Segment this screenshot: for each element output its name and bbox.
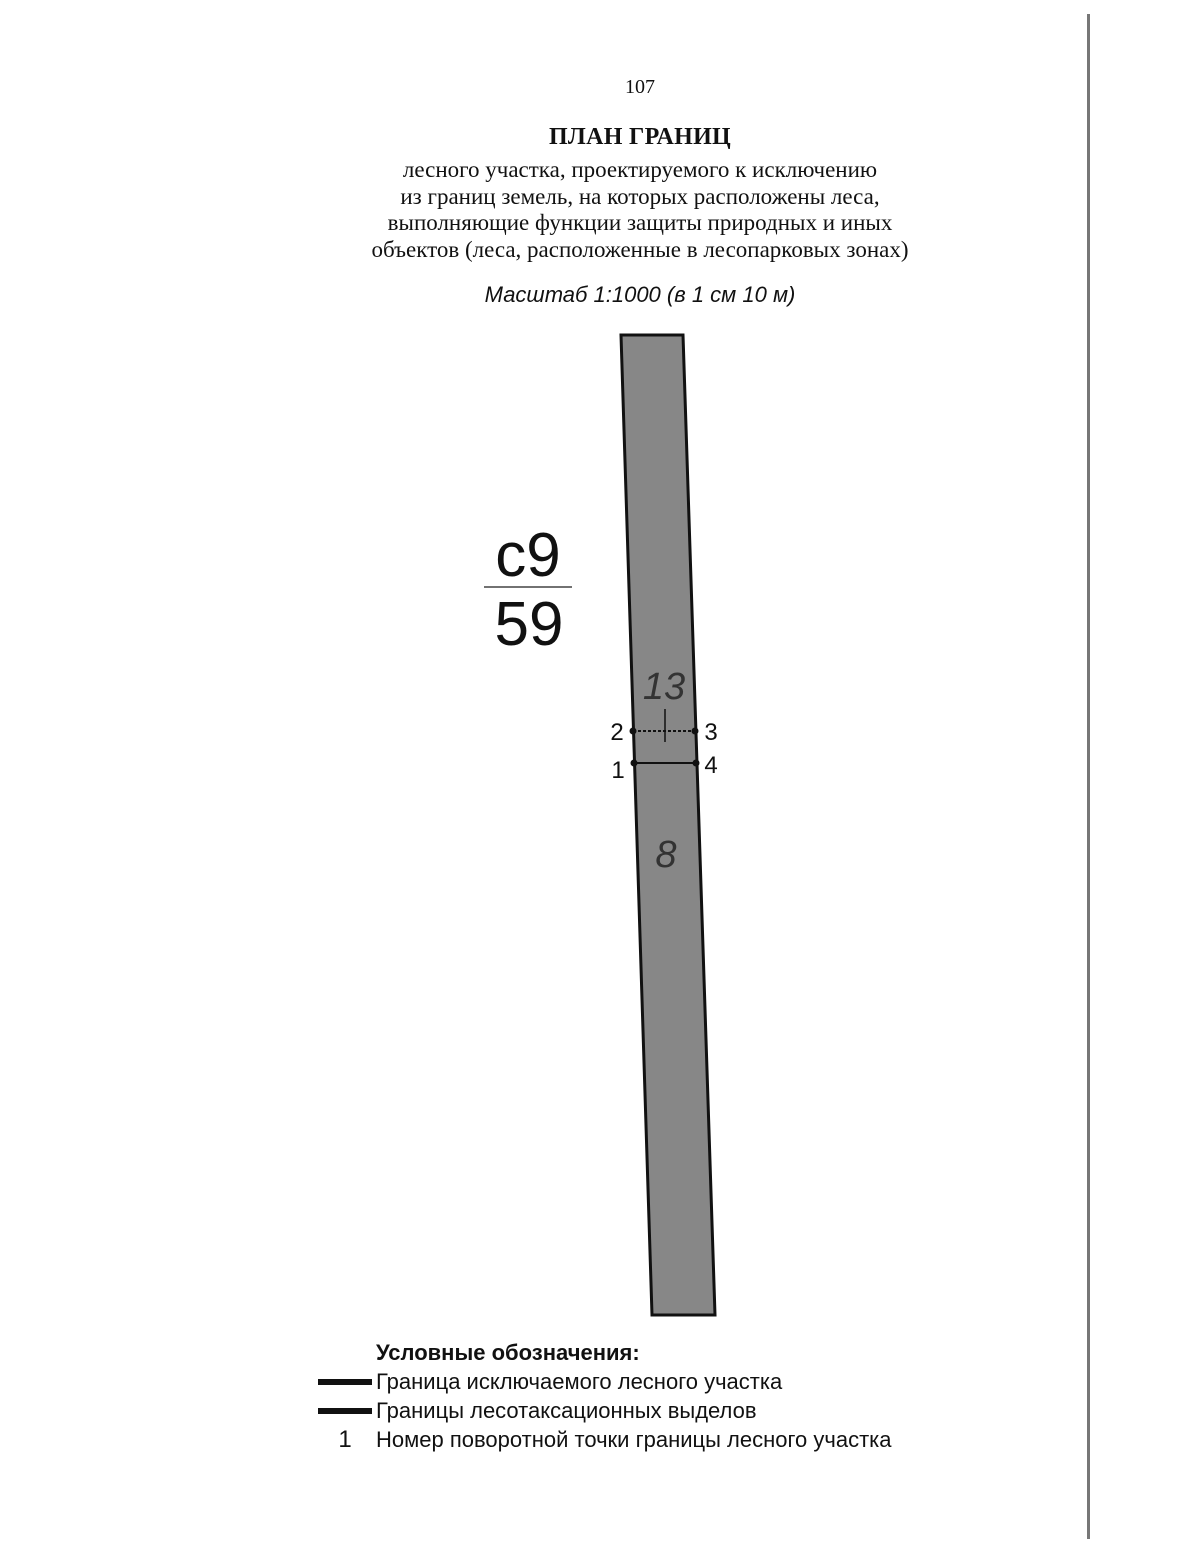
quarter-label-bottom: 59 (494, 590, 564, 659)
turning-point-label-2: 2 (610, 719, 624, 746)
legend (318, 1338, 892, 1454)
legend-item (318, 1425, 892, 1454)
quarter-label-top: с9 (495, 521, 561, 590)
plan-title: ПЛАН ГРАНИЦ (548, 124, 732, 150)
allotment-label-13: 13 (642, 666, 686, 708)
turning-point-marker (631, 760, 638, 767)
legend-title: Условные обозначения: (376, 1340, 640, 1365)
allotment-label-8: 8 (655, 834, 677, 876)
scale-label: Масштаб 1:1000 (в 1 см 10 м) (484, 282, 796, 307)
legend-item-label: Номер поворотной точки границы лесного участка (376, 1426, 892, 1452)
turning-point-label-1: 1 (611, 757, 625, 784)
legend-item (318, 1396, 892, 1425)
legend-line-swatch (318, 1379, 372, 1385)
turning-point-label-4: 4 (704, 752, 718, 779)
page-number: 107 (625, 76, 655, 98)
turning-point-marker (630, 728, 637, 735)
subtitle-line: из границ земель, на которых расположены леса, (400, 183, 880, 209)
turning-point-label-3: 3 (704, 719, 718, 746)
turning-point-marker (692, 728, 699, 735)
legend-point-number-symbol: 1 (338, 1425, 352, 1453)
legend-line-swatch (318, 1408, 372, 1414)
subtitle-line: лесного участка, проектируемого к исключению (402, 157, 878, 182)
subtitle-line: объектов (леса, расположенные в лесопарковых зонах) (371, 236, 909, 262)
subtitle-line: выполняющие функции защиты природных и иных (387, 210, 893, 235)
legend-item (318, 1367, 892, 1396)
forest-strip (621, 335, 718, 1315)
legend-item-label: Граница исключаемого лесного участка (376, 1368, 783, 1394)
turning-point-marker (693, 760, 700, 767)
legend-item-label: Границы лесотаксационных выделов (376, 1397, 757, 1423)
